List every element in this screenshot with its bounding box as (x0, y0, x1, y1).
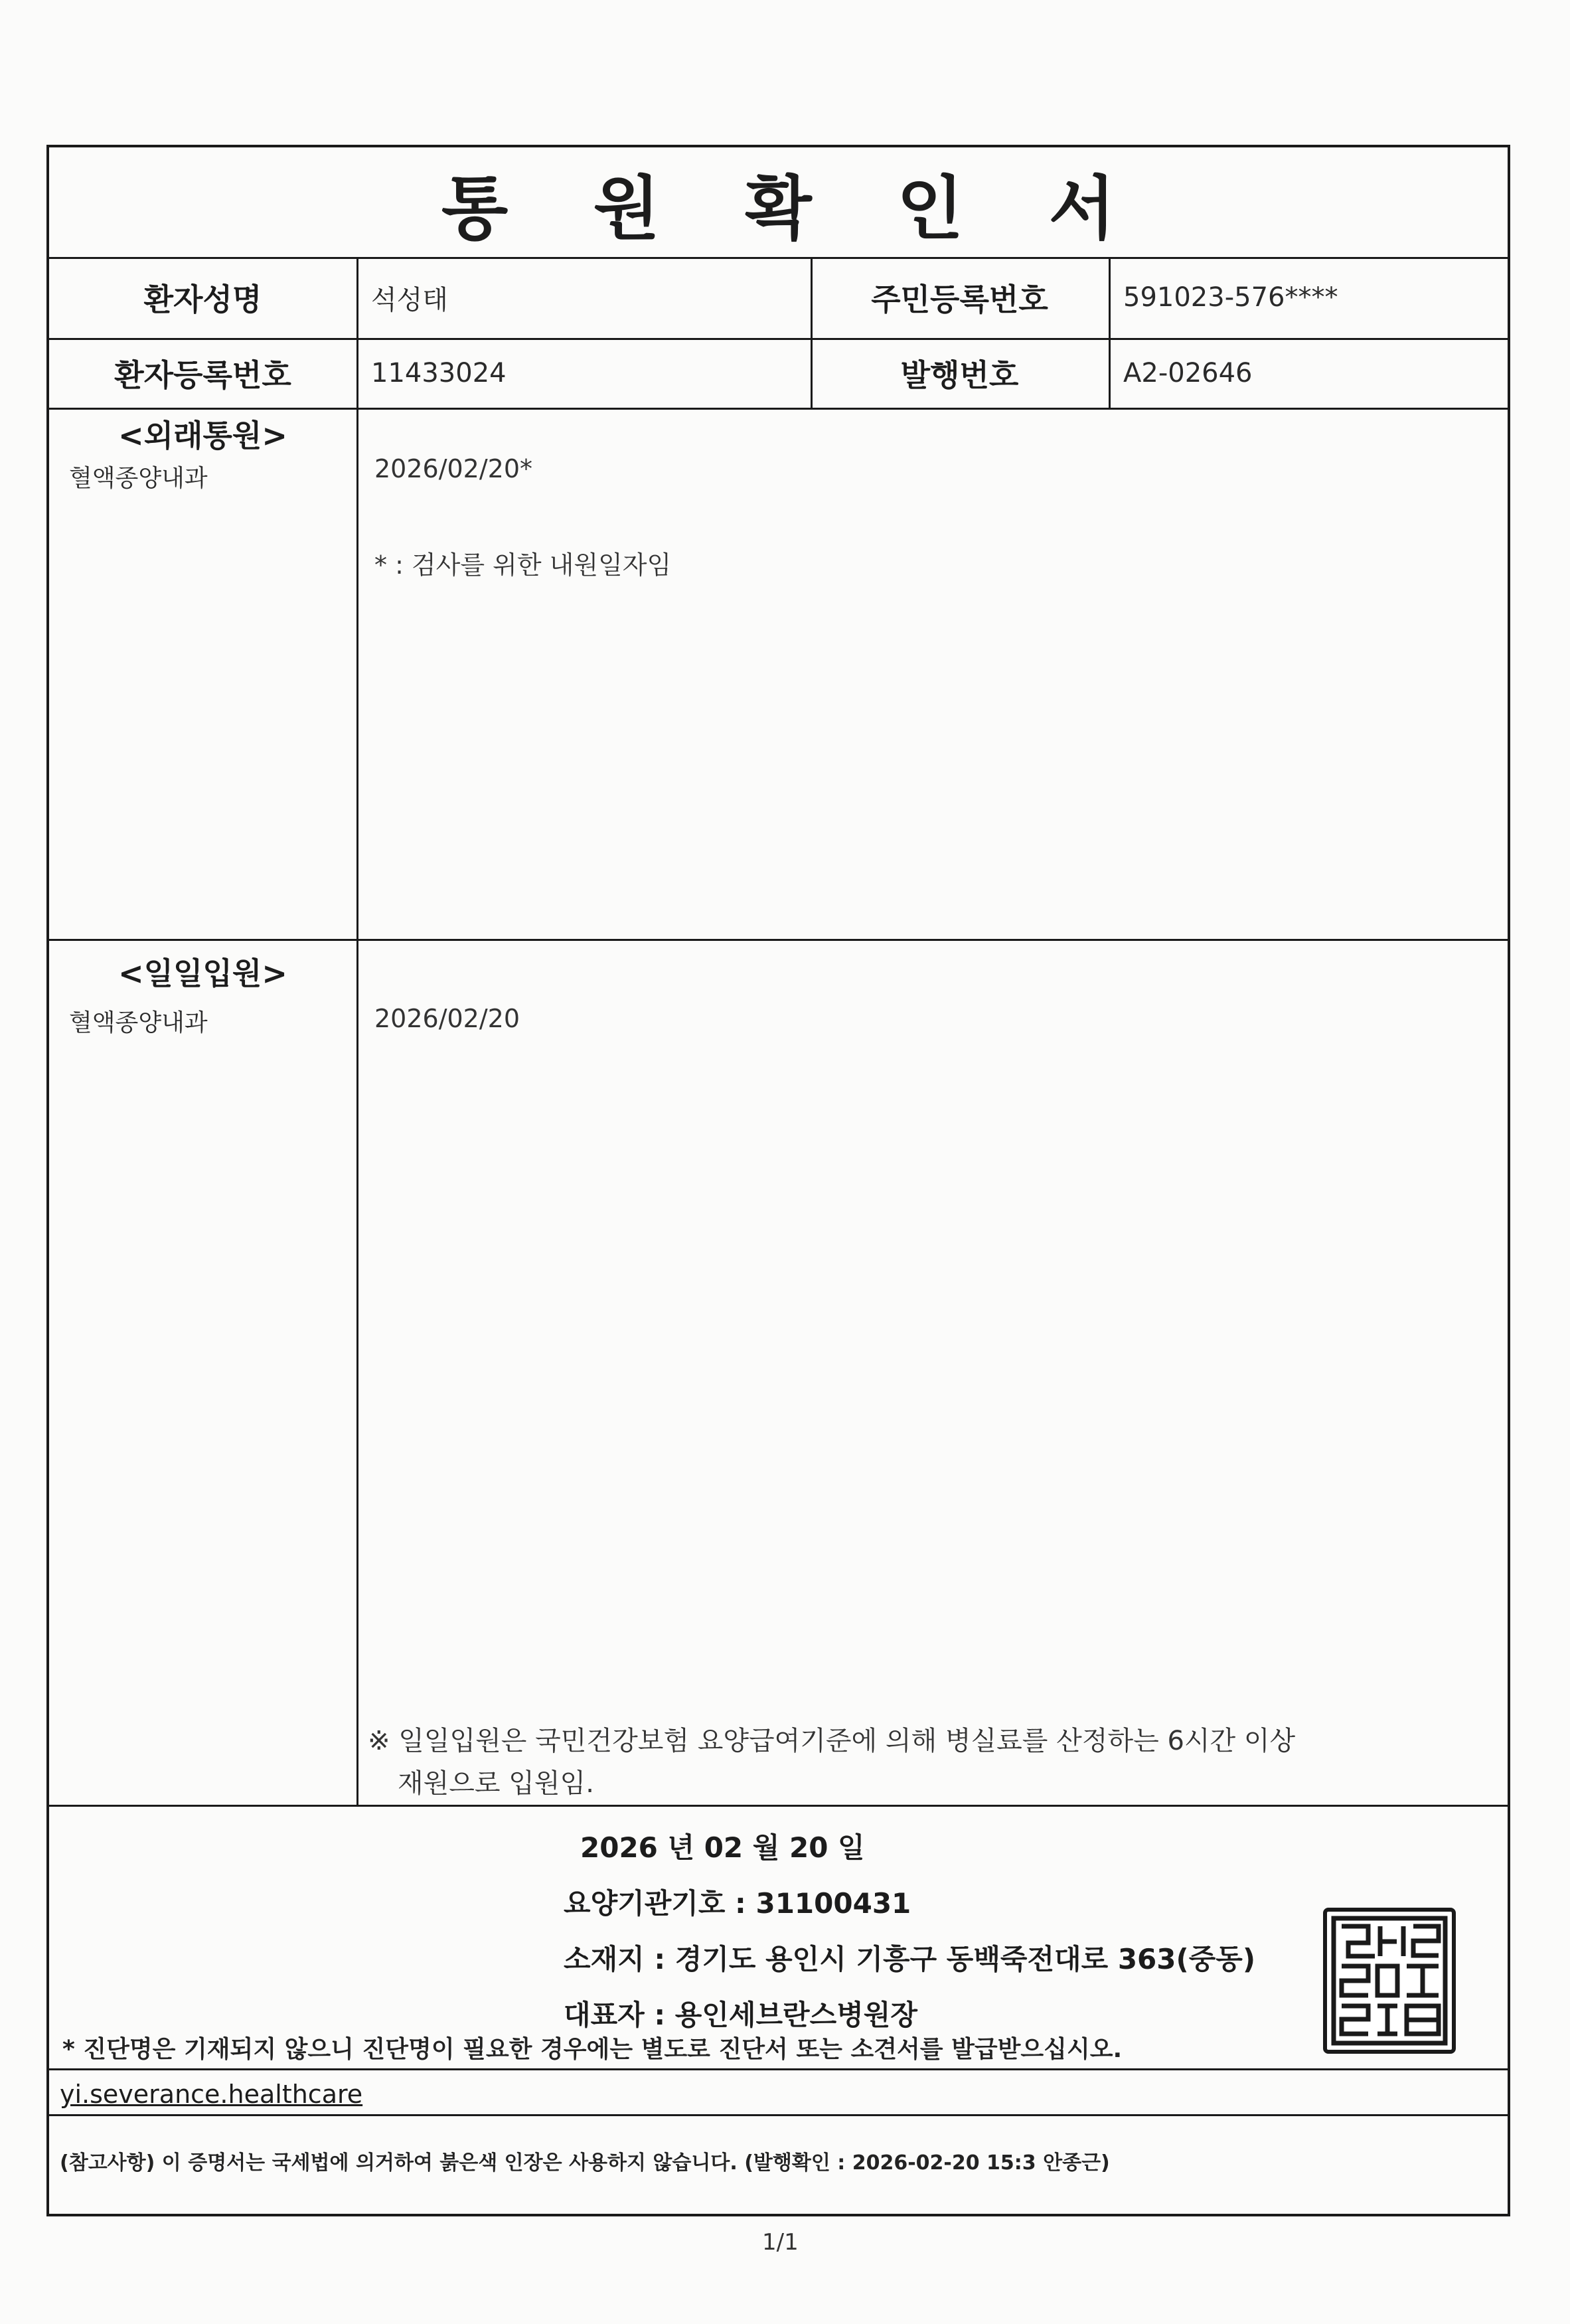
outpatient-note: * : 검사를 위한 내원일자임 (374, 550, 672, 580)
divider (49, 1805, 1508, 1807)
page-number: 1/1 (762, 2229, 799, 2256)
divider (49, 939, 1508, 941)
representative: 대표자 : 용인세브란스병원장 (564, 1999, 917, 2031)
address: 소재지 : 경기도 용인시 기흥구 동백죽전대로 363(중동) (564, 1943, 1256, 1975)
outpatient-heading: <외래통원> (118, 418, 287, 454)
patient-reg-label: 환자등록번호 (114, 357, 291, 393)
day-admission-department: 혈액종양내과 (69, 1009, 208, 1037)
day-admission-heading: <일일입원> (118, 955, 287, 991)
document-title: 통 원 확 인 서 (441, 167, 1146, 249)
issue-no-label: 발행번호 (900, 357, 1019, 393)
seal-pattern-icon (1327, 1912, 1452, 2050)
official-seal (1323, 1908, 1456, 2054)
day-admission-note-line2: 재원으로 입원임. (398, 1768, 594, 1799)
divider (49, 408, 1508, 410)
website-link[interactable]: yi.severance.healthcare (60, 2080, 363, 2109)
day-admission-date: 2026/02/20 (374, 1004, 520, 1033)
reference-note: (참고사항) 이 증명서는 국세법에 의거하여 붉은색 인장은 사용하지 않습니다. (발행확인 : 2026-02-20 15:3 안종근) (60, 2151, 1110, 2175)
outpatient-date: 2026/02/20* (374, 454, 533, 483)
divider (49, 2114, 1508, 2116)
issue-no-value: A2-02646 (1123, 357, 1253, 388)
patient-reg-value: 11433024 (371, 357, 507, 388)
institution-code: 요양기관기호 : 31100431 (564, 1887, 911, 1920)
day-admission-note-line1: ※ 일일입원은 국민건강보험 요양급여기준에 의해 병실료를 산정하는 6시간 이상 (368, 1726, 1296, 1756)
patient-name-value: 석성태 (371, 284, 448, 315)
outpatient-department: 혈액종양내과 (69, 465, 208, 492)
resident-no-value: 591023-576**** (1123, 282, 1338, 313)
diagnosis-note: * 진단명은 기재되지 않으니 진단명이 필요한 경우에는 별도로 진단서 또는 소견서를 발급받으십시오. (62, 2036, 1123, 2063)
resident-no-label: 주민등록번호 (871, 282, 1048, 317)
patient-name-label: 환자성명 (143, 282, 262, 317)
certificate-frame (46, 145, 1510, 2216)
divider (356, 408, 358, 1805)
issue-date: 2026 년 02 월 20 일 (580, 1831, 865, 1864)
divider (49, 2068, 1508, 2070)
